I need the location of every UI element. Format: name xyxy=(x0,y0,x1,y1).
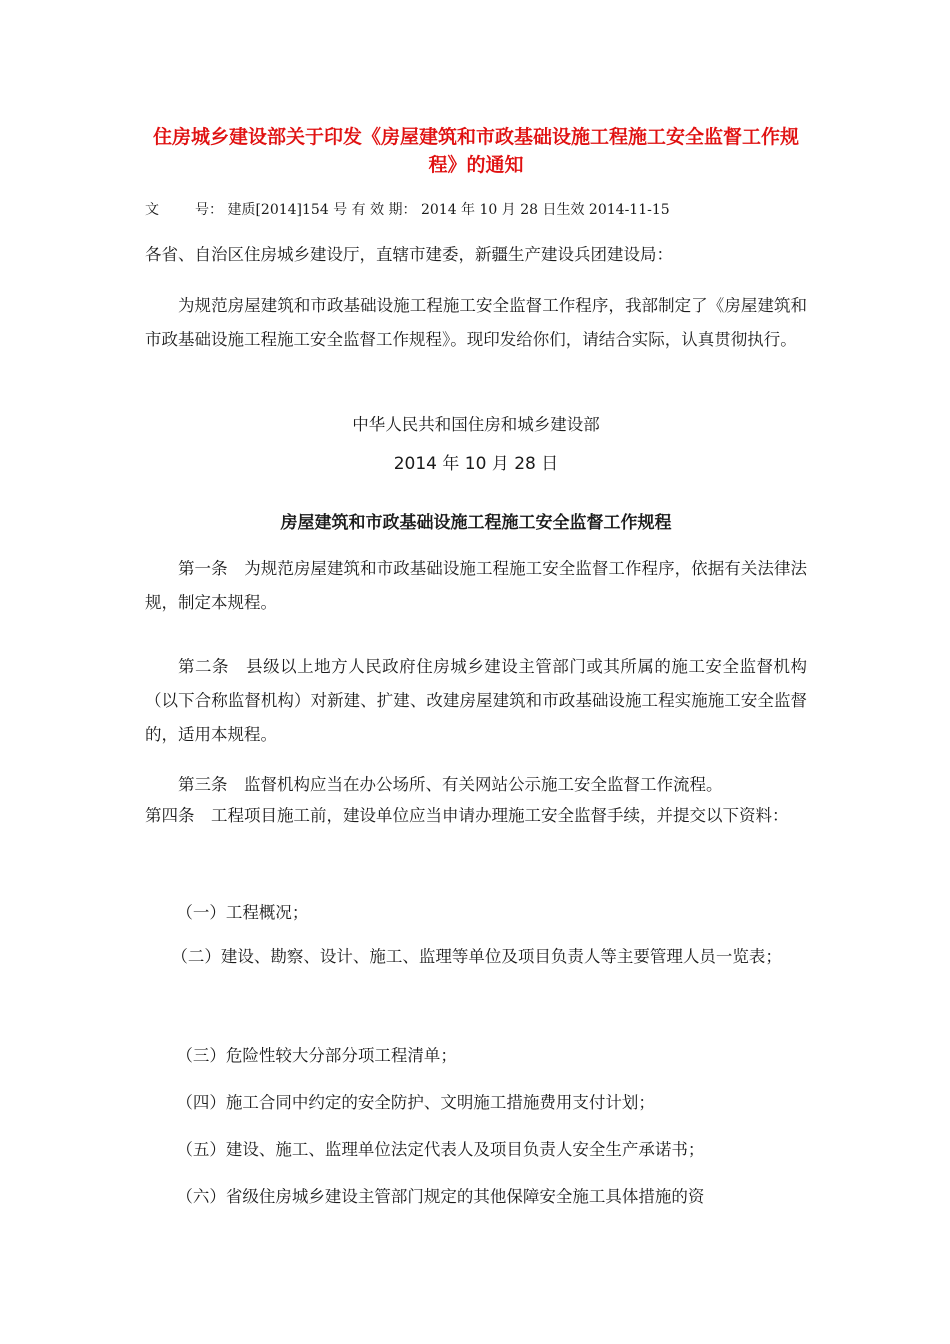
document-meta xyxy=(145,200,807,220)
issuer: 中华人民共和国住房和城乡建设部 xyxy=(352,415,600,434)
list-item-5: （五）建设、施工、监理单位法定代表人及项目负责人安全生产承诺书； xyxy=(176,1140,705,1159)
article-4: 第四条 工程项目施工前，建设单位应当申请办理施工安全监督手续，并提交以下资料： xyxy=(145,806,789,825)
article-3: 第三条 监督机构应当在办公场所、有关网站公示施工安全监督工作流程。 xyxy=(178,775,723,794)
list-item-3: （三）危险性较大分部分项工程清单； xyxy=(176,1046,457,1065)
article-2: 第二条 县级以上地方人民政府住房城乡建设主管部门或其所属的施工安全监督机构（以下合称监督机构）对新建、扩建、改建房屋建筑和市政基础设施工程实施施工安全监督的，适用本规程。 xyxy=(145,657,807,744)
issue-date: 2014 年 10 月 28 日 xyxy=(393,454,559,474)
rules-title: 房屋建筑和市政基础设施工程施工安全监督工作规程 xyxy=(280,513,672,533)
list-item-6: （六）省级住房城乡建设主管部门规定的其他保障安全施工具体措施的资 xyxy=(176,1187,705,1206)
list-item-2: （二）建设、勘察、设计、施工、监理等单位及项目负责人等主要管理人员一览表； xyxy=(171,947,782,966)
meta-wen-label: 文 xyxy=(145,202,159,218)
document-title: 住房城乡建设部关于印发《房屋建筑和市政基础设施工程施工安全监督工作规程》的通知 xyxy=(152,126,799,176)
list-item-1: （一）工程概况； xyxy=(176,903,309,922)
notice-body: 为规范房屋建筑和市政基础设施工程施工安全监督工作程序，我部制定了《房屋建筑和市政基础设施工程施工安全监督工作规程》。现印发给你们，请结合实际，认真贯彻执行。 xyxy=(145,296,807,349)
article-1: 第一条 为规范房屋建筑和市政基础设施工程施工安全监督工作程序，依据有关法律法规，制定本规程。 xyxy=(145,559,807,612)
salutation: 各省、自治区住房城乡建设厅，直辖市建委，新疆生产建设兵团建设局： xyxy=(145,245,673,264)
meta-hao-label: 号： xyxy=(195,202,223,218)
list-item-4: （四）施工合同中约定的安全防护、文明施工措施费用支付计划； xyxy=(176,1093,655,1112)
meta-number-validity: 建质[2014]154 号 有 效 期： 2014 年 10 月 28 日生效 2014-11-15 xyxy=(227,202,670,218)
